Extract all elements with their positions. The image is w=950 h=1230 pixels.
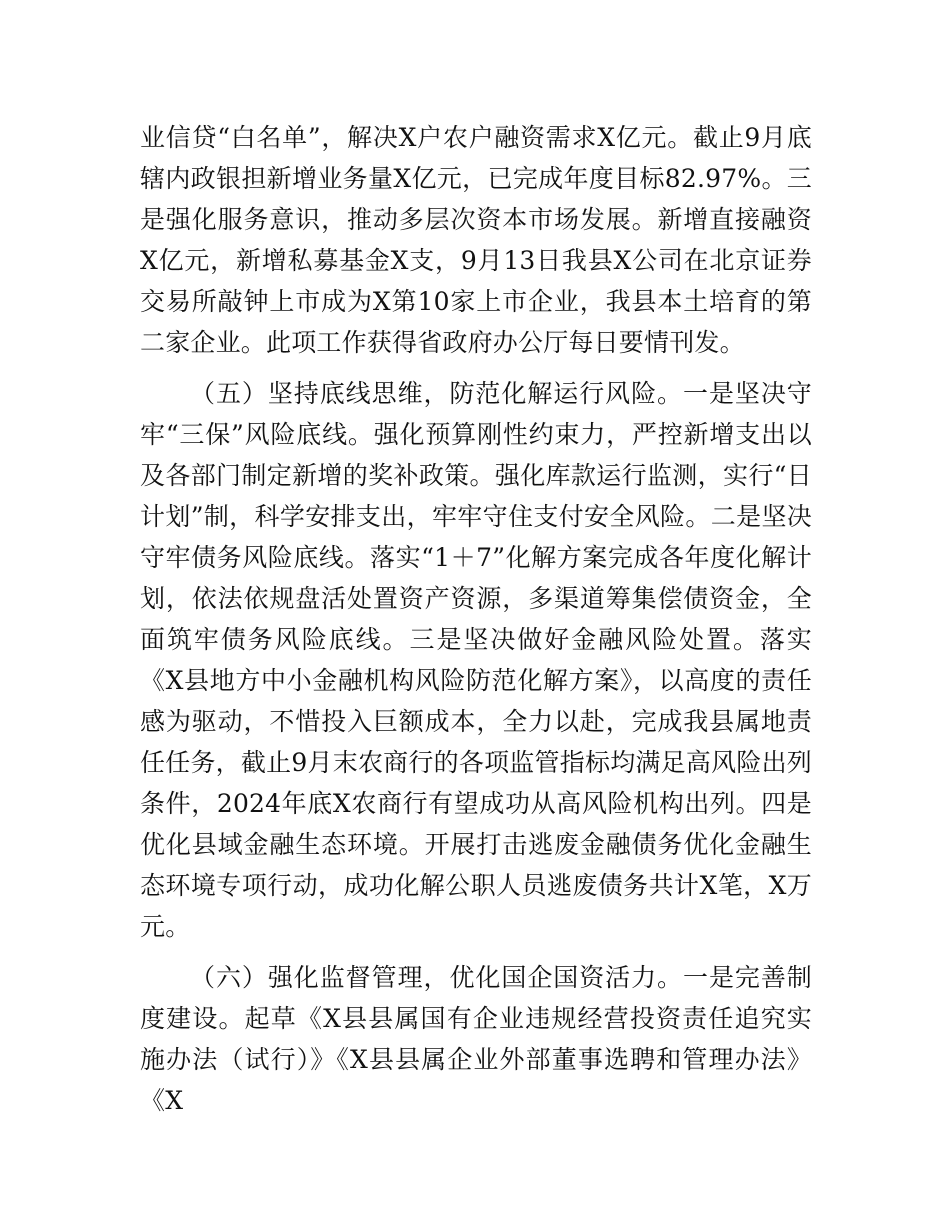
paragraph-risk-prevention: （五）坚持底线思维，防范化解运行风险。一是坚决守牢“三保”风险底线。强化预算刚性约束力，严控新增支出以及各部门制定新增的奖补政策。强化库款运行监测，实行“日计划”制，科学安排支出，牢牢守住支付安全风险。二是坚决守牢债务风险底线。落实“1＋7”化解方案完成各年度化解计划，依法依规盘活处置资产资源，多渠道筹集偿债资金，全面筑牢债务风险底线。三是坚决做好金融风险处置。落实《X县地方中小金融机构风险防范化解方案》，以高度的责任感为驱动，不惜投入巨额成本，全力以赴，完成我县属地责任任务，截止9月末农商行的各项监管指标均满足高风险出列条件，2024年底X农商行有望成功从高风险机构出列。四是优化县域金融生态环境。开展打击逃废金融债务优化金融生态环境专项行动，成功化解公职人员逃废债务共计X笔，X万元。 [140,379,812,941]
paragraph-soe-supervision: （六）强化监督管理，优化国企国资活力。一是完善制度建设。起草《X县县属国有企业违规经营投资责任追究实施办法（试行）》《X县县属企业外部董事选聘和管理办法》《X [140,963,812,1115]
document-page [140,117,812,1131]
paragraph-credit-capital-market: 业信贷“白名单”，解决X户农户融资需求X亿元。截止9月底辖内政银担新增业务量X亿元，已完成年度目标82.97%。三是强化服务意识，推动多层次资本市场发展。新增直接融资X亿元，新增私募基金X支，9月13日我县X公司在北京证券交易所敲钟上市成为X第10家上市企业，我县本土培育的第二家企业。此项工作获得省政府办公厅每日要情刊发。 [140,123,812,357]
